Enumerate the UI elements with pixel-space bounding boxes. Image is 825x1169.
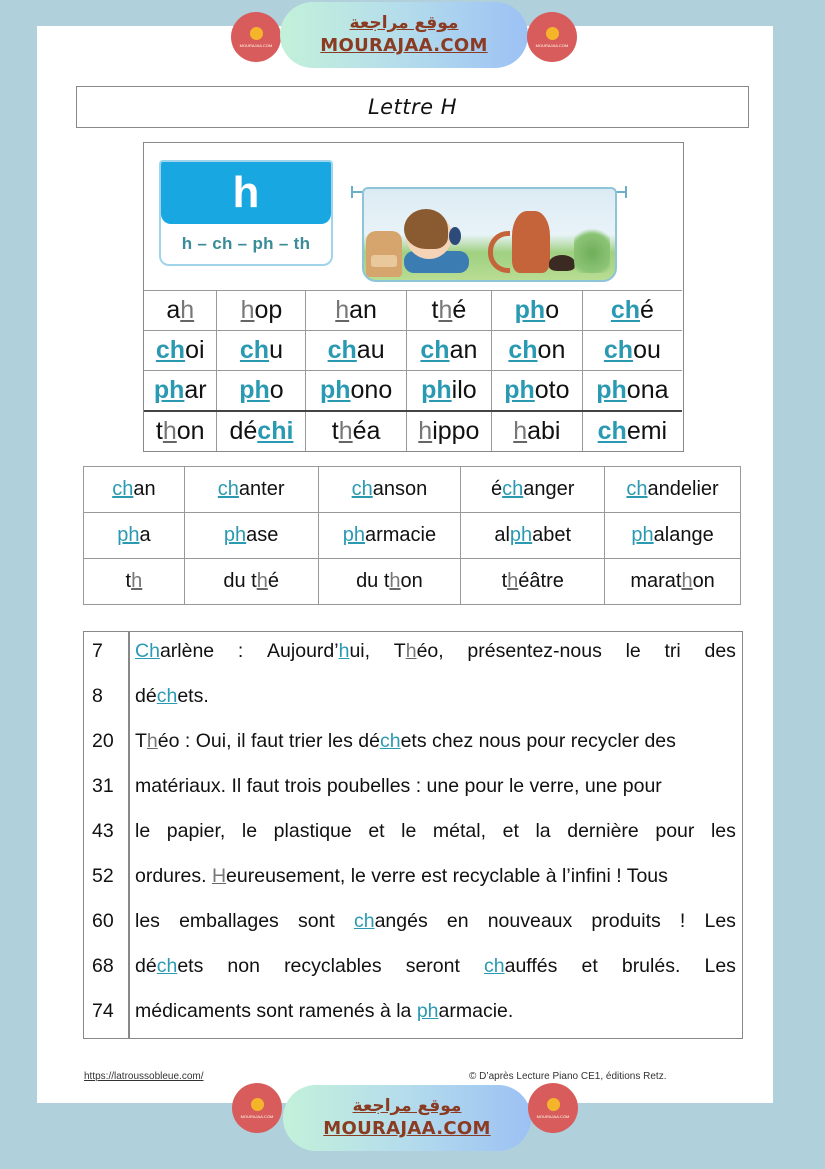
syllable-plain: o (545, 296, 560, 324)
word-table (83, 466, 741, 605)
grapheme-highlight: h (507, 570, 519, 592)
word: chauffés (484, 955, 558, 977)
syllable-plain: dé (229, 416, 258, 445)
grapheme-highlight: ph (319, 375, 351, 404)
word: recyclables (284, 955, 382, 977)
syllable-plain: oto (534, 375, 570, 404)
syllable-plain: anger (523, 478, 575, 500)
grapheme-highlight: ph (509, 524, 533, 546)
line-text (135, 910, 736, 933)
syllable-plain: ono (350, 375, 393, 404)
grapheme-highlight: ch (502, 478, 524, 500)
word: pour (655, 820, 695, 842)
mourajaa-logo-badge[interactable] (231, 12, 281, 62)
word-cell (184, 559, 318, 605)
grapheme-highlight: h (131, 570, 143, 592)
syllable-plain: emi (626, 416, 668, 445)
letter-card-graphemes: h – ch – ph – th (181, 234, 311, 253)
word-row (84, 513, 741, 559)
word: les (710, 820, 736, 842)
credit-text: © D’après Lecture Piano CE1, éditions Retz. (469, 1071, 667, 1082)
word: dernière (567, 820, 639, 842)
syllable-cell (582, 291, 682, 331)
syllable-plain: andelier (647, 478, 719, 500)
grapheme-highlight: ch (420, 336, 450, 364)
text-line (84, 955, 742, 985)
grapheme-highlight: ch (626, 478, 648, 500)
badge-text: MOURAJAA.COM (239, 42, 273, 48)
word: emballages (179, 910, 279, 932)
syllable-plain: ippo (432, 416, 480, 445)
word-cell (461, 467, 605, 513)
grapheme-highlight: ph (631, 524, 654, 546)
syllable-cell (491, 371, 582, 411)
word: Charlène (135, 640, 215, 662)
cat-illustration (512, 211, 550, 273)
syllable-plain: on (692, 570, 715, 592)
mourajaa-logo-badge[interactable] (527, 12, 577, 62)
mourajaa-logo-badge[interactable] (528, 1083, 578, 1133)
syllable-cell (582, 331, 682, 371)
word-cell (605, 513, 741, 559)
word: plastique (273, 820, 352, 842)
syllable-plain: on (537, 336, 566, 364)
word: changés (353, 910, 428, 932)
grapheme-highlight: ch (156, 685, 178, 707)
word-cell (184, 513, 318, 559)
syllable-plain: t (125, 570, 132, 592)
syllable-plain: op (254, 296, 283, 324)
syllable-cell (406, 331, 491, 371)
grapheme-highlight: ph (117, 524, 140, 546)
banner-arabic-text: موقع مراجعة (349, 13, 459, 33)
syllable-cell (582, 371, 682, 411)
word: le (241, 820, 258, 842)
letter-card (159, 160, 333, 266)
bush-illustration (574, 223, 610, 273)
grapheme-highlight: ph (223, 524, 247, 546)
cat-tail-illustration (488, 231, 510, 273)
syllable-cell (491, 291, 582, 331)
syllable-plain: u (269, 336, 283, 364)
word: non (227, 955, 260, 977)
word: le (625, 640, 641, 662)
grapheme-highlight: ch (353, 910, 375, 932)
word-cell (318, 467, 461, 513)
syllable-plain: éa (352, 416, 381, 445)
word-cell (84, 559, 185, 605)
syllable-plain: ou (633, 336, 661, 364)
word-cell (605, 467, 741, 513)
text-line (84, 775, 742, 805)
grapheme-highlight: ch (597, 416, 627, 445)
syllable-plain: on (400, 570, 423, 592)
grapheme-highlight: ch (156, 955, 178, 977)
grapheme-highlight: ch (379, 730, 401, 752)
word: nouveaux (487, 910, 573, 932)
word: métal, (432, 820, 487, 842)
word: la (535, 820, 551, 842)
boy-hair-illustration (404, 209, 448, 249)
page-title: Lettre H (367, 95, 458, 119)
text-line (84, 820, 742, 850)
logo-icon (546, 27, 559, 40)
grapheme-highlight: h (146, 730, 158, 752)
word: Aujourd’hui, (267, 640, 371, 662)
line-number: 52 (92, 865, 114, 887)
word-cell (184, 467, 318, 513)
grapheme-highlight: ph (514, 296, 546, 324)
grapheme-highlight: ch (217, 478, 239, 500)
line-text (135, 955, 736, 978)
syllable-cell (306, 291, 406, 331)
word: et (368, 820, 385, 842)
grapheme-highlight: ph (504, 375, 535, 404)
syllable-plain: ase (246, 524, 279, 546)
grapheme-highlight: h (256, 570, 268, 592)
logo-icon (251, 1098, 264, 1111)
word: Les (704, 955, 736, 977)
syllable-plain: a (166, 296, 181, 324)
grapheme-highlight: ph (342, 524, 365, 546)
syllable-plain: t (431, 296, 439, 324)
syllable-plain: t (331, 416, 339, 445)
syllable-row (144, 331, 682, 371)
grapheme-highlight: H (211, 865, 227, 887)
word: les (135, 910, 160, 932)
syllable-plain: an (349, 296, 377, 324)
illustration-scene (362, 187, 617, 282)
grapheme-highlight: h (405, 640, 417, 662)
word: et (502, 820, 519, 842)
line-number: 20 (92, 730, 114, 752)
grapheme-highlight: h (180, 296, 195, 324)
grapheme-highlight: ch (351, 478, 373, 500)
letter-card-letter: h (232, 168, 260, 217)
syllable-cell (406, 291, 491, 331)
word: brulés. (621, 955, 681, 977)
line-text: ordures. Heureusement, le verre est recyclable à l’infini ! Tous (135, 865, 668, 887)
word-cell (84, 513, 185, 559)
syllable-cell (144, 331, 217, 371)
syllable-plain: t (155, 416, 163, 445)
word: le (401, 820, 417, 842)
syllable-plain: é (491, 478, 503, 500)
syllable-plain: du t (356, 570, 390, 592)
syllable-plain: o (269, 375, 284, 404)
word: seront (405, 955, 460, 977)
line-text (135, 640, 736, 663)
text-line (84, 730, 742, 760)
mourajaa-banner-bottom[interactable] (283, 1085, 531, 1151)
syllable-plain: anter (238, 478, 285, 500)
word: ! (679, 910, 686, 932)
line-number: 7 (92, 640, 103, 662)
syllable-row (144, 371, 682, 411)
word: : (237, 640, 244, 662)
syllable-plain: au (356, 336, 385, 364)
syllable-plain: an (449, 336, 478, 364)
word: tri (664, 640, 681, 662)
banner-site-link[interactable]: MOURAJAA.COM (323, 1118, 491, 1139)
grapheme-highlight: h (338, 416, 353, 445)
syllable-cell (217, 411, 306, 451)
grapheme-highlight: ph (421, 375, 452, 404)
word: Les (704, 910, 736, 932)
text-line (84, 865, 742, 895)
syllable-plain: du t (223, 570, 257, 592)
line-number: 43 (92, 820, 114, 842)
line-number: 74 (92, 1000, 114, 1022)
syllable-plain: abet (532, 524, 572, 546)
word: présentez-nous (467, 640, 602, 662)
text-line (84, 640, 742, 670)
word: Théo, (393, 640, 444, 662)
backpack-illustration (366, 231, 402, 277)
syllable-plain: ona (626, 375, 669, 404)
line-number: 60 (92, 910, 114, 932)
source-link[interactable]: https://latroussobleue.com/ (84, 1071, 204, 1082)
syllable-row (144, 291, 682, 331)
syllable-plain: armacie (364, 524, 437, 546)
grapheme-highlight: h (338, 640, 350, 662)
grapheme-highlight: ch (484, 955, 505, 977)
syllable-plain: alange (653, 524, 714, 546)
syllable-plain: on (176, 416, 205, 445)
syllable-plain: anson (372, 478, 428, 500)
word: papier, (166, 820, 226, 842)
syllable-cell (144, 411, 217, 451)
word-cell (318, 559, 461, 605)
line-text: Théo : Oui, il faut trier les déchets chez nous pour recycler des (135, 730, 676, 752)
logo-icon (547, 1098, 560, 1111)
syllable-cell (144, 371, 217, 411)
syllable-plain: é (452, 296, 467, 324)
hedgehog-illustration (549, 255, 575, 271)
word-row (84, 559, 741, 605)
grapheme-highlight: h (240, 296, 255, 324)
word: en (446, 910, 469, 932)
syllable-cell (306, 331, 406, 371)
word: et (581, 955, 598, 977)
banner-site-link[interactable]: MOURAJAA.COM (320, 35, 488, 56)
syllable-plain: é (640, 296, 654, 324)
syllable-plain: é (267, 570, 279, 592)
grapheme-highlight: ch (508, 336, 538, 364)
line-text: matériaux. Il faut trois poubelles : une pour le verre, une pour (135, 775, 662, 797)
bird-illustration (449, 227, 461, 245)
syllable-cell (217, 371, 306, 411)
line-number: 68 (92, 955, 114, 977)
grapheme-highlight: chi (257, 416, 294, 445)
syllable-plain: a (139, 524, 151, 546)
syllable-cell (217, 331, 306, 371)
grapheme-highlight: ph (416, 1000, 439, 1022)
grapheme-highlight: h (418, 416, 433, 445)
text-line (84, 1000, 742, 1030)
grapheme-highlight: h (513, 416, 528, 445)
syllable-panel (143, 142, 684, 452)
word: déchets (135, 955, 204, 977)
grapheme-highlight: h (389, 570, 401, 592)
line-number: 8 (92, 685, 103, 707)
syllable-cell (406, 411, 491, 451)
mourajaa-banner-top[interactable] (280, 2, 528, 68)
word: le (135, 820, 151, 842)
grapheme-highlight: ch (327, 336, 357, 364)
grapheme-highlight: h (681, 570, 693, 592)
word-cell (461, 513, 605, 559)
syllable-plain: oi (185, 336, 205, 364)
text-line (84, 910, 742, 940)
grapheme-highlight: ch (610, 296, 641, 324)
syllable-plain: al (494, 524, 510, 546)
title-box (76, 86, 749, 128)
syllable-plain: abi (527, 416, 561, 445)
word: des (704, 640, 736, 662)
grapheme-highlight: h (335, 296, 350, 324)
line-number: 31 (92, 775, 114, 797)
line-text: déchets. (135, 685, 209, 707)
syllable-table (144, 290, 682, 451)
syllable-cell (306, 371, 406, 411)
syllable-plain: ilo (451, 375, 477, 404)
syllable-cell (217, 291, 306, 331)
syllable-cell (491, 331, 582, 371)
grapheme-highlight: ch (603, 336, 634, 364)
syllable-plain: marat (630, 570, 682, 592)
syllable-cell (144, 291, 217, 331)
grapheme-highlight: ph (153, 375, 185, 404)
word: produits (591, 910, 661, 932)
word-cell (461, 559, 605, 605)
text-line (84, 685, 742, 715)
syllable-cell (491, 411, 582, 451)
grapheme-highlight: ch (155, 336, 186, 364)
mourajaa-logo-badge[interactable] (232, 1083, 282, 1133)
syllable-plain: t (501, 570, 508, 592)
word-cell (318, 513, 461, 559)
reading-text-box (83, 631, 743, 1039)
grapheme-highlight: ph (239, 375, 270, 404)
syllable-plain: ar (184, 375, 207, 404)
syllable-cell (306, 411, 406, 451)
syllable-cell (582, 411, 682, 451)
syllable-row (144, 411, 682, 451)
line-text: médicaments sont ramenés à la pharmacie. (135, 1000, 514, 1022)
banner-arabic-text: موقع مراجعة (352, 1096, 462, 1116)
logo-icon (250, 27, 263, 40)
badge-text: MOURAJAA.COM (535, 42, 569, 48)
syllable-cell (406, 371, 491, 411)
word: sont (297, 910, 335, 932)
grapheme-highlight: ph (596, 375, 627, 404)
grapheme-highlight: ch (239, 336, 270, 364)
badge-text: MOURAJAA.COM (240, 1113, 274, 1119)
syllable-plain: an (133, 478, 156, 500)
grapheme-highlight: h (162, 416, 177, 445)
word-cell (84, 467, 185, 513)
line-text (135, 820, 736, 843)
grapheme-highlight: ch (112, 478, 134, 500)
syllable-plain: éâtre (518, 570, 564, 592)
grapheme-highlight: Ch (135, 640, 160, 662)
word-cell (605, 559, 741, 605)
grapheme-highlight: h (438, 296, 453, 324)
word-row (84, 467, 741, 513)
badge-text: MOURAJAA.COM (536, 1113, 570, 1119)
